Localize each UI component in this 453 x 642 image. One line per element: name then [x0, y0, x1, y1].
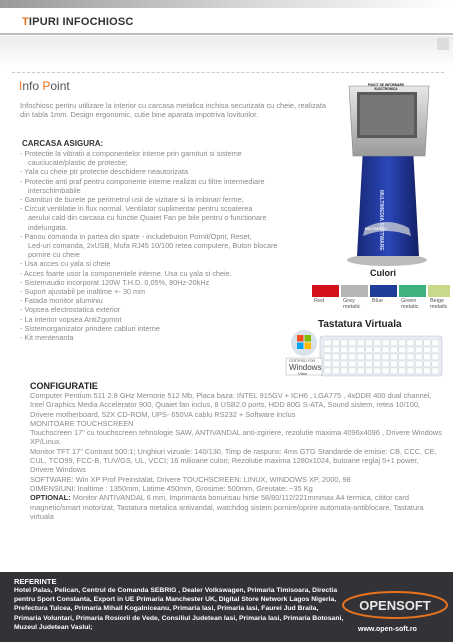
- carcasa-list-item: - Yala cu cheie ptr protectie deschidere neautorizata: [20, 167, 189, 177]
- keyboard-key: [374, 347, 381, 353]
- keyboard-key: [424, 347, 431, 353]
- keyboard-key: [399, 340, 406, 346]
- windows-caption-3: Vista: [298, 371, 307, 376]
- carcasa-list-item: - La interior vopsea AntiZgomot: [20, 314, 122, 324]
- carcasa-list-item: - Protectie la vibratii a componentelor interne prin garnituri si sisteme: [20, 149, 242, 158]
- keyboard-key: [349, 361, 356, 367]
- page-header: [0, 0, 453, 36]
- keyboard-key: [415, 354, 422, 360]
- keyboard-key: [341, 340, 348, 346]
- keyboard-key: [382, 340, 389, 346]
- keyboard-key: [382, 361, 389, 367]
- color-swatch: [312, 285, 339, 297]
- keyboard-key: [357, 354, 364, 360]
- carcasa-list-item: - Kit mentenanta: [20, 333, 74, 343]
- keyboard-key: [399, 368, 406, 374]
- keyboard-key: [324, 354, 331, 360]
- carcasa-list-item: - Acces foarte usor la componentele interne. Usa cu yala si cheie.: [20, 268, 232, 278]
- keyboard-key: [390, 354, 397, 360]
- keyboard-key: [399, 361, 406, 367]
- keyboard-key: [374, 368, 381, 374]
- color-swatch: [341, 285, 368, 297]
- config-heading: CONFIGURATIE: [30, 381, 98, 391]
- keyboard-key: [349, 368, 356, 374]
- keyboard-key: [374, 340, 381, 346]
- carcasa-list-item: Led-uri comanda, 2xUSB, Mufa RJ45 10/100 retea computere, Buton blocare: [28, 241, 278, 251]
- color-swatch: [399, 285, 426, 297]
- carcasa-list-item: - Protectie anti praf pentru componente interne realizat cu filtre intermediare: [20, 176, 265, 186]
- config-block: [30, 391, 444, 521]
- references-heading: REFERINTE: [14, 577, 57, 586]
- carcasa-list-item: aerului cald din carcasa cu functie Quaiet Fan pe bile pentru o functionare: [28, 213, 267, 223]
- keyboard-key: [432, 354, 439, 360]
- color-swatch-label: Blue: [372, 298, 384, 304]
- keyboard-key: [390, 347, 397, 353]
- keyboard-heading: Tastatura Virtuala: [318, 319, 402, 330]
- references-text: Hotel Palas, Pelican, Centrul de Comanda SEBRIG , Dealer Volkswagen, Primaria Timisoara, Directia pentru Sport Constanta, Export in UE Primaria Manchester UK, Digital Store Network Lagos Nigeria, Prefectura Tulcea, Primaria Mihail Kogalniceanu, Primaria Iasi, Primaria Iasi, Faurei Jud Braila, Primaria Voluntari, Primaria Rosiorii de Vede, Consiliul Judetean Iasi, Primaria Iasi, Primaria Botosani, Muzeul Judetean Vaslui;: [14, 587, 344, 631]
- keyboard-key: [399, 354, 406, 360]
- keyboard-key: [374, 354, 381, 360]
- keyboard-key: [357, 368, 364, 374]
- carcasa-list-item: - Suport ajustabil pe inaltime +- 30 mm: [20, 287, 146, 297]
- keyboard-key: [374, 361, 381, 367]
- keyboard-key: [407, 354, 414, 360]
- color-swatch-label: Grey metalic: [343, 298, 361, 310]
- keyboard-key: [424, 340, 431, 346]
- keyboard-key: [366, 361, 373, 367]
- keyboard-key: [390, 361, 397, 367]
- keyboard-key: [382, 354, 389, 360]
- keyboard-key: [332, 368, 339, 374]
- keyboard-key: [366, 368, 373, 374]
- color-swatch-label: Red: [314, 298, 325, 304]
- kiosk-image: [335, 78, 439, 268]
- kiosk-brand: MULTIMEDIA: [365, 227, 387, 231]
- keyboard-key: [407, 361, 414, 367]
- keyboard-key: [399, 347, 406, 353]
- carcasa-list-item: - Sistemaudio incorporat 120W T.H.D. 0,05%, 80Hz-20kHz: [20, 277, 210, 287]
- keyboard-key: [382, 347, 389, 353]
- keyboard-key: [415, 340, 422, 346]
- keyboard-key: [407, 368, 414, 374]
- keyboard-key: [390, 368, 397, 374]
- keyboard-key: [432, 368, 439, 374]
- kiosk-screen-text: PUNCT DE INFORMARE ELECTRONICA: [367, 83, 405, 91]
- keyboard-key: [415, 361, 422, 367]
- header-fade: [0, 36, 453, 68]
- config-line: Monitor TFT 17" Contrast 500:1; Unghiuri vizuale: 140/130, Timp de raspuns: 4ms GTG Standarde de emisie: CB, CCC, CE, CUL, TCO99, FCC-B, TUV/GS, UL, VCCI; 16 milioane culori; Rezolutie maxima 1280x1024, butoane reglaj 5+1 power, Drivere Windows: [30, 446, 437, 475]
- color-swatch-label: Beige metalic: [430, 298, 448, 310]
- keyboard-key: [357, 361, 364, 367]
- carcasa-list: [20, 149, 330, 342]
- keyboard-key: [390, 340, 397, 346]
- carcasa-list-item: - Panou comanda in partea din spate - includebuton Pornit/Oprit, Reset,: [20, 231, 252, 241]
- carcasa-list-item: - Vopsea electrostatica exterior: [20, 305, 121, 315]
- config-line: SOFTWARE: Win XP Prof Preinstalat, Drivere TOUCHSCREEN: LINUX, WINDOWS XP, 2000, 98: [30, 474, 351, 484]
- carcasa-list-item: interschimbabile: [28, 185, 81, 195]
- carcasa-list-item: cauciucate/plastic de protectie;: [28, 158, 128, 168]
- colors-heading: Culori: [370, 268, 396, 278]
- keyboard-key: [366, 347, 373, 353]
- header-divider: [0, 33, 453, 35]
- keyboard-key: [432, 340, 439, 346]
- carcasa-list-item: - Fatada monitor aluminiu: [20, 296, 103, 306]
- keyboard-key: [332, 361, 339, 367]
- optional-label: OPTIONAL:: [30, 493, 71, 503]
- keyboard-key: [341, 347, 348, 353]
- keyboard-key: [349, 347, 356, 353]
- header-gradient-bar: [0, 0, 453, 8]
- keyboard-key: [366, 340, 373, 346]
- keyboard-key: [382, 368, 389, 374]
- carcasa-list-item: pornire cu cheie: [28, 250, 80, 260]
- config-line: Computer Pentium 511 2.8 GHz Memorie 512 Mb, Placa baza: INTEL 915GV + ICH6 , LGA775 , 4xDDR 400 dual channel, Intel Graphics Media Accelerator 900, Quaiet fan inclus, 8 USB2.0 ports, HDD 80G S-ATA, Sound sistem, retea 10/100, Drivere motherboard, 52X CD-ROM, UPS- 650VA cablu RS232 + Software inclus: [30, 391, 432, 419]
- keyboard-key: [357, 340, 364, 346]
- config-line: Touchscreen 17" cu touchscreen tehnologie SAW, ANTIVANDAL anti-zgiriere, rezolutie maxima 4096x4096 , Drivere Windows XP/Linux.: [30, 428, 442, 447]
- keyboard-key: [407, 340, 414, 346]
- website-url: www.open-soft.ro: [358, 626, 417, 633]
- kiosk-side-text: MULTIMEDIA SOFTWARE: [378, 190, 384, 251]
- opensoft-logo: [340, 590, 450, 620]
- carcasa-list-item: - Circuit ventilatie in flux normal. Ventilator suplimentar pentru scoaterea: [20, 204, 253, 214]
- keyboard-key: [357, 347, 364, 353]
- keyboard-key: [432, 347, 439, 353]
- keyboard-key: [366, 354, 373, 360]
- keyboard-key: [415, 368, 422, 374]
- optional-text: Monitor ANTIVANDAL 6 mm, Imprimanta bonurisau hirtie 58/80/112/221mmmax A4 termica, cititor card magnetic/smart motorizat, Tastatura metalica antivandal, watchdog sistem pornire/oprire automata-antiblocare, Tastatura virtuala: [30, 493, 424, 521]
- color-swatch-label: Green metalic: [401, 298, 419, 310]
- keyboard-key: [341, 368, 348, 374]
- carcasa-list-item: indelungata.: [28, 222, 68, 232]
- keyboard-key: [332, 340, 339, 346]
- windows-caption-1: CERTIFIED FOR: [289, 359, 315, 363]
- keyboard-key: [324, 361, 331, 367]
- keyboard-key: [349, 354, 356, 360]
- color-swatch: [370, 285, 397, 297]
- keyboard-key: [407, 347, 414, 353]
- page-title: TIPURI INFOCHIOSC: [22, 16, 134, 28]
- logo-text: OPENSOFT: [359, 598, 431, 613]
- intro-paragraph: Infochiosc pentru utilizare la interior cu carcasa metalica inchisa securizata cu cheie, realizata din tabla 1mm. Design ergonomic, cutie bine aparata impotriva loviturilor.: [20, 101, 327, 120]
- corner-square-decoration: [437, 38, 449, 50]
- keyboard-key: [332, 354, 339, 360]
- keyboard-key: [324, 368, 331, 374]
- section-title: Info Point: [19, 79, 70, 93]
- keyboard-key: [424, 361, 431, 367]
- keyboard-key: [424, 354, 431, 360]
- carcasa-heading: CARCASA ASIGURA:: [22, 139, 104, 148]
- carcasa-list-item: - Garnituri de burete pe perimetrul usii de vizitare si la imbinari ferme;: [20, 195, 244, 205]
- keyboard-key: [341, 361, 348, 367]
- config-line: DIMENSIUNI: Inaltime : 1350mm, Latime 450mm, Grosime: 500mm, Greutate: ~35 Kg: [30, 483, 313, 493]
- carcasa-list-item: - Sistemorganizator prindere cabluri interne: [20, 323, 160, 333]
- optional-line: [30, 493, 444, 521]
- color-swatch: [428, 285, 450, 297]
- config-line: MONITOARE TOUCHSCREEN: [30, 418, 134, 428]
- keyboard-key: [332, 347, 339, 353]
- keyboard-key: [349, 340, 356, 346]
- keyboard-key: [424, 368, 431, 374]
- keyboard-key: [324, 347, 331, 353]
- keyboard-key: [324, 340, 331, 346]
- windows-caption-2: Windows: [289, 363, 322, 372]
- carcasa-list-item: - Usa acces cu yala si cheie: [20, 259, 111, 269]
- keyboard-key: [415, 347, 422, 353]
- keyboard-key: [432, 361, 439, 367]
- keyboard-key: [341, 354, 348, 360]
